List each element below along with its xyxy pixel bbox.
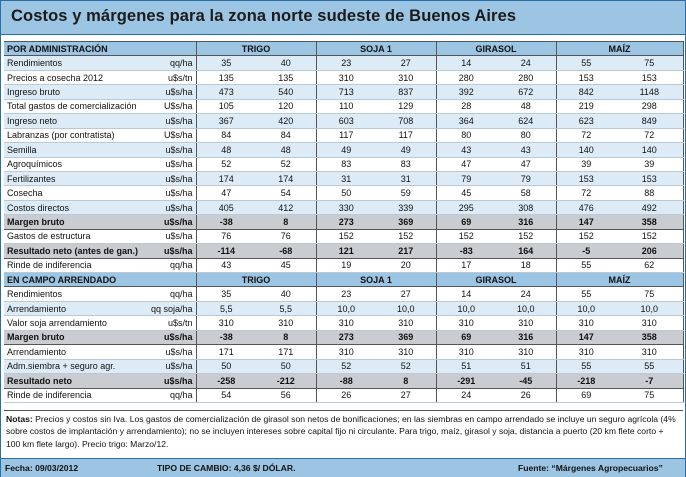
row-value: 35 — [196, 287, 256, 301]
row-value: 10,0 — [376, 301, 436, 315]
row-value: 24 — [436, 388, 496, 402]
row-value: 52 — [196, 157, 256, 171]
row-value: 217 — [376, 244, 436, 258]
footer-source: Fuente: “Márgenes Agropecuarios” — [518, 463, 663, 473]
row-value: 48 — [496, 99, 556, 113]
row-value: 219 — [556, 99, 616, 113]
row-unit: u$s/ha — [144, 171, 196, 185]
row-value: 140 — [556, 143, 616, 157]
crop-header-0: TRIGO — [196, 273, 316, 287]
row-value: 310 — [376, 70, 436, 84]
table-row — [4, 143, 683, 157]
table-row — [4, 359, 683, 373]
row-value: 72 — [556, 128, 616, 142]
row-value: 310 — [316, 316, 376, 330]
row-value: 47 — [436, 157, 496, 171]
row-value: 8 — [256, 330, 316, 344]
row-value: 23 — [316, 56, 376, 70]
row-unit: qq/ha — [144, 388, 196, 402]
row-value: 83 — [376, 157, 436, 171]
section-header: POR ADMINISTRACIÓN — [4, 42, 196, 56]
row-value: 43 — [436, 143, 496, 157]
page-title: Costos y márgenes para la zona norte sudeste de Buenos Aires — [11, 7, 517, 25]
row-unit: u$s/ha — [144, 157, 196, 171]
row-value: 18 — [496, 258, 556, 272]
crop-header-3: MAÍZ — [556, 42, 683, 56]
row-value: 27 — [376, 56, 436, 70]
row-value: -68 — [256, 244, 316, 258]
row-value: -218 — [556, 374, 616, 388]
title-bar — [1, 1, 685, 35]
row-unit: u$s/tn — [144, 70, 196, 84]
row-value: 295 — [436, 200, 496, 214]
row-value: 492 — [616, 200, 683, 214]
table-row — [4, 186, 683, 200]
row-unit: qq/ha — [144, 56, 196, 70]
row-label: Ingreso bruto — [4, 85, 144, 99]
row-label: Cosecha — [4, 186, 144, 200]
row-value: 171 — [196, 345, 256, 359]
row-value: 83 — [316, 157, 376, 171]
row-value: 10,0 — [436, 301, 496, 315]
row-value: 310 — [316, 70, 376, 84]
row-value: 153 — [556, 70, 616, 84]
table-row — [4, 56, 683, 70]
row-value: 69 — [436, 330, 496, 344]
row-value: 392 — [436, 85, 496, 99]
row-value: 135 — [256, 70, 316, 84]
row-value: 837 — [376, 85, 436, 99]
row-value: 20 — [376, 258, 436, 272]
row-value: 152 — [496, 229, 556, 243]
row-value: 69 — [556, 388, 616, 402]
table-row — [4, 388, 683, 402]
row-value: 316 — [496, 330, 556, 344]
notes-text: Precios y costos sin Iva. Los gastos de comercialización de girasol son netos de bonificaciones; en las siembras en campo arrendado se incluye un seguro agrícola (4% sobre costos de implantación y arrendamiento); no se incluyen intereses sobre capital fijo ni circulante. Para trigo, maíz, girasol y soja, distancia a puerto (20 km flete corto + 100 km flete largo). Precio trigo: Marzo/12. — [6, 414, 676, 449]
row-value: -291 — [436, 374, 496, 388]
row-value: -258 — [196, 374, 256, 388]
row-label: Rinde de indiferencia — [4, 258, 144, 272]
table-row — [4, 374, 683, 388]
row-label: Fertilizantes — [4, 171, 144, 185]
row-value: 310 — [376, 345, 436, 359]
notes — [6, 413, 678, 450]
row-value: 174 — [256, 171, 316, 185]
row-value: 72 — [556, 186, 616, 200]
row-value: 412 — [256, 200, 316, 214]
row-value: 713 — [316, 85, 376, 99]
row-value: 152 — [376, 229, 436, 243]
row-value: 23 — [316, 287, 376, 301]
row-value: 273 — [316, 330, 376, 344]
row-value: 152 — [616, 229, 683, 243]
row-label: Arrendamiento — [4, 345, 144, 359]
row-value: 48 — [196, 143, 256, 157]
table-row — [4, 114, 683, 128]
table-row — [4, 99, 683, 113]
row-value: 369 — [376, 215, 436, 229]
row-value: 50 — [196, 359, 256, 373]
section-header: EN CAMPO ARRENDADO — [4, 273, 196, 287]
row-value: 17 — [436, 258, 496, 272]
row-label: Margen bruto — [4, 330, 144, 344]
row-value: 849 — [616, 114, 683, 128]
row-label: Gastos de estructura — [4, 229, 144, 243]
row-value: 19 — [316, 258, 376, 272]
row-value: 55 — [556, 359, 616, 373]
row-value: 47 — [496, 157, 556, 171]
row-value: 88 — [616, 186, 683, 200]
table-row — [4, 287, 683, 301]
row-value: 153 — [616, 70, 683, 84]
row-value: 59 — [376, 186, 436, 200]
row-value: 75 — [616, 388, 683, 402]
row-value: 55 — [556, 56, 616, 70]
row-value: 129 — [376, 99, 436, 113]
crop-header-3: MAÍZ — [556, 273, 683, 287]
row-value: 31 — [316, 171, 376, 185]
row-value: 26 — [496, 388, 556, 402]
row-value: 28 — [436, 99, 496, 113]
row-value: 75 — [616, 56, 683, 70]
row-value: 310 — [616, 345, 683, 359]
row-value: 48 — [256, 143, 316, 157]
row-value: 339 — [376, 200, 436, 214]
row-value: 117 — [376, 128, 436, 142]
row-value: 14 — [436, 56, 496, 70]
table-row — [4, 128, 683, 142]
row-value: 152 — [316, 229, 376, 243]
row-unit: u$s/ha — [144, 330, 196, 344]
row-value: 10,0 — [316, 301, 376, 315]
row-value: -212 — [256, 374, 316, 388]
row-value: 308 — [496, 200, 556, 214]
table-row — [4, 244, 683, 258]
row-value: 540 — [256, 85, 316, 99]
row-value: -45 — [496, 374, 556, 388]
row-value: 310 — [436, 316, 496, 330]
row-value: -114 — [196, 244, 256, 258]
row-value: 5,5 — [256, 301, 316, 315]
row-value: 43 — [496, 143, 556, 157]
row-value: 52 — [316, 359, 376, 373]
row-value: 110 — [316, 99, 376, 113]
row-value: 153 — [556, 171, 616, 185]
row-value: 153 — [616, 171, 683, 185]
row-value: 310 — [436, 345, 496, 359]
row-value: 31 — [376, 171, 436, 185]
row-label: Agroquímicos — [4, 157, 144, 171]
table-row — [4, 345, 683, 359]
row-value: 10,0 — [496, 301, 556, 315]
row-value: 72 — [616, 128, 683, 142]
row-value: 672 — [496, 85, 556, 99]
notes-label: Notas: — [6, 414, 33, 424]
row-value: 55 — [616, 359, 683, 373]
row-value: 49 — [316, 143, 376, 157]
row-value: 367 — [196, 114, 256, 128]
row-unit: U$s/ha — [144, 128, 196, 142]
row-value: -38 — [196, 215, 256, 229]
row-value: 624 — [496, 114, 556, 128]
row-value: 171 — [256, 345, 316, 359]
row-value: 24 — [496, 56, 556, 70]
table-row — [4, 171, 683, 185]
row-value: 147 — [556, 215, 616, 229]
row-value: 152 — [556, 229, 616, 243]
row-value: 310 — [556, 345, 616, 359]
row-label: Rinde de indiferencia — [4, 388, 144, 402]
row-value: 316 — [496, 215, 556, 229]
row-value: 310 — [616, 316, 683, 330]
crop-header-1: SOJA 1 — [316, 273, 436, 287]
row-value: 62 — [616, 258, 683, 272]
row-unit: u$s/ha — [144, 186, 196, 200]
row-value: 43 — [196, 258, 256, 272]
row-unit: u$s/ha — [144, 229, 196, 243]
row-value: 135 — [196, 70, 256, 84]
row-value: 121 — [316, 244, 376, 258]
row-value: 39 — [616, 157, 683, 171]
row-value: 708 — [376, 114, 436, 128]
row-unit: u$s/ha — [144, 114, 196, 128]
row-value: 84 — [196, 128, 256, 142]
row-value: 55 — [556, 287, 616, 301]
row-value: 52 — [376, 359, 436, 373]
row-value: 298 — [616, 99, 683, 113]
row-value: 40 — [256, 56, 316, 70]
row-value: 364 — [436, 114, 496, 128]
table-body — [4, 42, 683, 403]
row-value: 79 — [436, 171, 496, 185]
row-value: 14 — [436, 287, 496, 301]
row-unit: u$s/tn — [144, 316, 196, 330]
row-value: 310 — [556, 316, 616, 330]
row-value: 50 — [316, 186, 376, 200]
row-value: 49 — [376, 143, 436, 157]
table-row — [4, 157, 683, 171]
row-value: 152 — [436, 229, 496, 243]
row-value: 80 — [436, 128, 496, 142]
row-value: 55 — [556, 258, 616, 272]
row-value: 10,0 — [616, 301, 683, 315]
row-value: 27 — [376, 287, 436, 301]
row-label: Ingreso neto — [4, 114, 144, 128]
row-value: 105 — [196, 99, 256, 113]
row-label: Valor soja arrendamiento — [4, 316, 144, 330]
row-value: 56 — [256, 388, 316, 402]
row-value: 369 — [376, 330, 436, 344]
row-unit: U$s/ha — [144, 99, 196, 113]
row-unit: qq/ha — [144, 287, 196, 301]
row-label: Resultado neto (antes de gan.) — [4, 244, 144, 258]
row-label: Rendimientos — [4, 287, 144, 301]
footer-exchange-rate: TIPO DE CAMBIO: 4,36 $/ DÓLAR. — [157, 463, 296, 473]
row-value: 310 — [196, 316, 256, 330]
row-unit: u$s/ha — [144, 359, 196, 373]
row-unit: u$s/ha — [144, 85, 196, 99]
row-value: 52 — [256, 157, 316, 171]
row-value: 39 — [556, 157, 616, 171]
row-value: -38 — [196, 330, 256, 344]
row-value: 35 — [196, 56, 256, 70]
row-label: Adm.siembra + seguro agr. — [4, 359, 144, 373]
row-unit: u$s/ha — [144, 215, 196, 229]
row-value: 147 — [556, 330, 616, 344]
row-value: 476 — [556, 200, 616, 214]
row-value: 8 — [376, 374, 436, 388]
table-row — [4, 215, 683, 229]
row-value: 84 — [256, 128, 316, 142]
row-value: 310 — [256, 316, 316, 330]
row-label: Costos directos — [4, 200, 144, 214]
row-unit: u$s/ha — [144, 244, 196, 258]
row-value: 75 — [616, 287, 683, 301]
row-value: 310 — [316, 345, 376, 359]
costs-table — [4, 41, 684, 403]
row-value: 45 — [436, 186, 496, 200]
row-value: 51 — [436, 359, 496, 373]
table-row — [4, 330, 683, 344]
row-value: 54 — [256, 186, 316, 200]
section-header-row — [4, 273, 683, 287]
row-value: 310 — [496, 316, 556, 330]
crop-header-0: TRIGO — [196, 42, 316, 56]
row-value: 80 — [496, 128, 556, 142]
row-value: -83 — [436, 244, 496, 258]
row-value: 1148 — [616, 85, 683, 99]
row-value: 280 — [496, 70, 556, 84]
row-unit: u$s/ha — [144, 345, 196, 359]
row-value: 8 — [256, 215, 316, 229]
row-label: Arrendamiento — [4, 301, 144, 315]
row-unit: u$s/ha — [144, 374, 196, 388]
row-value: 5,5 — [196, 301, 256, 315]
row-value: -88 — [316, 374, 376, 388]
row-value: -5 — [556, 244, 616, 258]
crop-header-1: SOJA 1 — [316, 42, 436, 56]
row-label: Semilla — [4, 143, 144, 157]
table-row — [4, 258, 683, 272]
footer-bar — [1, 458, 685, 477]
row-value: 51 — [496, 359, 556, 373]
row-value: 24 — [496, 287, 556, 301]
row-value: 10,0 — [556, 301, 616, 315]
row-value: 623 — [556, 114, 616, 128]
row-label: Precios a cosecha 2012 — [4, 70, 144, 84]
divider — [4, 410, 683, 411]
section-header-row — [4, 42, 683, 56]
row-value: 310 — [376, 316, 436, 330]
row-value: 420 — [256, 114, 316, 128]
row-value: -7 — [616, 374, 683, 388]
table-row — [4, 301, 683, 315]
row-value: 310 — [496, 345, 556, 359]
row-value: 174 — [196, 171, 256, 185]
row-value: 27 — [376, 388, 436, 402]
table-row — [4, 316, 683, 330]
row-value: 40 — [256, 287, 316, 301]
row-value: 50 — [256, 359, 316, 373]
row-value: 58 — [496, 186, 556, 200]
row-value: 603 — [316, 114, 376, 128]
row-value: 79 — [496, 171, 556, 185]
row-label: Resultado neto — [4, 374, 144, 388]
row-unit: u$s/ha — [144, 143, 196, 157]
row-value: 206 — [616, 244, 683, 258]
crop-header-2: GIRASOL — [436, 273, 556, 287]
row-value: 164 — [496, 244, 556, 258]
row-value: 117 — [316, 128, 376, 142]
row-value: 45 — [256, 258, 316, 272]
row-value: 69 — [436, 215, 496, 229]
row-value: 405 — [196, 200, 256, 214]
row-unit: qq soja/ha — [144, 301, 196, 315]
row-value: 47 — [196, 186, 256, 200]
row-value: 76 — [256, 229, 316, 243]
row-unit: u$s/ha — [144, 200, 196, 214]
row-value: 273 — [316, 215, 376, 229]
row-value: 280 — [436, 70, 496, 84]
row-value: 330 — [316, 200, 376, 214]
row-label: Rendimientos — [4, 56, 144, 70]
footer-date: Fecha: 09/03/2012 — [5, 463, 79, 473]
row-value: 358 — [616, 330, 683, 344]
row-label: Labranzas (por contratista) — [4, 128, 144, 142]
row-value: 120 — [256, 99, 316, 113]
row-value: 140 — [616, 143, 683, 157]
row-value: 358 — [616, 215, 683, 229]
table-row — [4, 229, 683, 243]
table-row — [4, 200, 683, 214]
table-row — [4, 70, 683, 84]
row-label: Margen bruto — [4, 215, 144, 229]
row-label: Total gastos de comercialización — [4, 99, 144, 113]
row-unit: qq/ha — [144, 258, 196, 272]
row-value: 473 — [196, 85, 256, 99]
crop-header-2: GIRASOL — [436, 42, 556, 56]
row-value: 76 — [196, 229, 256, 243]
row-value: 26 — [316, 388, 376, 402]
table-row — [4, 85, 683, 99]
row-value: 842 — [556, 85, 616, 99]
row-value: 54 — [196, 388, 256, 402]
